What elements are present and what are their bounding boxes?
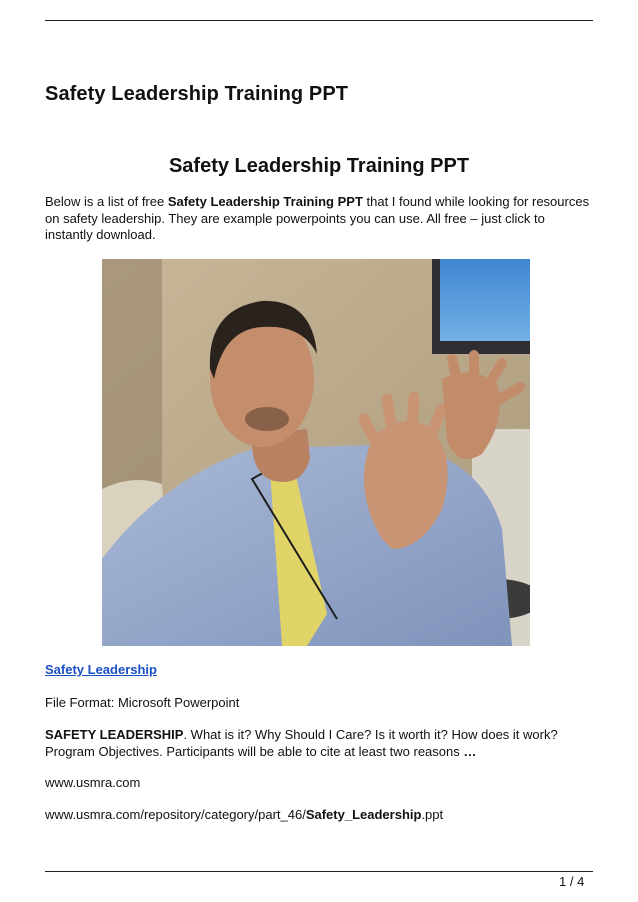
description-ellipsis: … — [463, 743, 477, 759]
intro-bold-keyword: Safety Leadership Training PPT — [167, 194, 363, 209]
page-number: 1 / 4 — [559, 874, 585, 889]
description-text: . What is it? Why Should I Care? Is it worth it? How does it work? Program Objectives. Participants will be able to cite at least two reasons — [45, 727, 558, 759]
article-title: Safety Leadership Training PPT — [168, 155, 470, 177]
result-description — [45, 727, 595, 760]
page-title: Safety Leadership Training PPT — [45, 83, 349, 105]
bottom-rule — [45, 871, 593, 872]
result-url — [45, 807, 595, 824]
file-format: File Format: Microsoft Powerpoint — [45, 695, 240, 710]
top-rule — [45, 20, 593, 21]
presenter-photo — [102, 259, 530, 646]
intro-suffix: that I found while looking for resources on safety leadership. They are example powerpoints you can use. All free – just click to instantly download. — [45, 194, 590, 242]
result-site: www.usmra.com — [45, 775, 141, 790]
url-prefix: www.usmra.com/repository/category/part_46/ — [45, 807, 306, 822]
url-bold: Safety_Leadership — [305, 807, 422, 822]
safety-leadership-link[interactable]: Safety Leadership — [45, 662, 157, 677]
description-bold: SAFETY LEADERSHIP — [45, 727, 184, 742]
url-suffix: .ppt — [421, 807, 444, 822]
intro-prefix: Below is a list of free — [45, 194, 168, 209]
intro-paragraph — [45, 194, 595, 244]
